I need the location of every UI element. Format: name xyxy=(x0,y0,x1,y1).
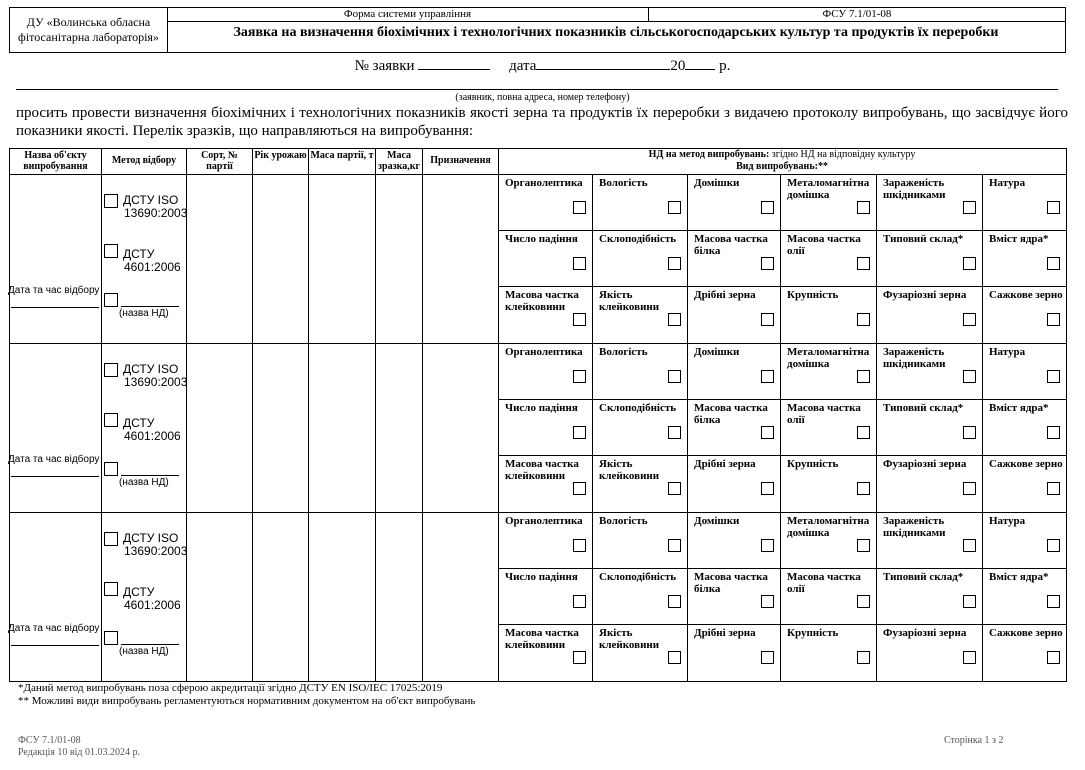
test-label: Масова частка білка xyxy=(694,402,768,426)
header-lot-mass: Маса партії, т xyxy=(310,150,374,161)
table-rule xyxy=(498,568,1067,569)
table-rule xyxy=(498,399,1067,400)
test-checkbox[interactable] xyxy=(1047,201,1060,214)
test-checkbox[interactable] xyxy=(1047,539,1060,552)
test-label: Число падіння xyxy=(505,233,578,245)
table-rule xyxy=(422,148,423,682)
test-checkbox[interactable] xyxy=(857,595,870,608)
test-label: Сажкове зерно xyxy=(989,289,1063,301)
sampling-datetime-label: Дата та час відбору xyxy=(8,623,100,634)
test-checkbox[interactable] xyxy=(668,426,681,439)
test-checkbox[interactable] xyxy=(963,370,976,383)
test-checkbox[interactable] xyxy=(573,651,586,664)
test-label: Домішки xyxy=(694,515,740,527)
test-label: Дрібні зерна xyxy=(694,289,756,301)
test-label: Склоподібність xyxy=(599,402,677,414)
test-label: Типовий склад* xyxy=(883,571,964,583)
test-label: Зараженість шкідниками xyxy=(883,177,946,201)
test-label: Фузаріозні зерна xyxy=(883,627,967,639)
test-checkbox[interactable] xyxy=(857,201,870,214)
test-checkbox[interactable] xyxy=(573,595,586,608)
test-checkbox[interactable] xyxy=(761,370,774,383)
test-label: Масова частка клейковини xyxy=(505,458,579,482)
test-label: Масова частка білка xyxy=(694,571,768,595)
applicant-field[interactable] xyxy=(16,89,1058,90)
test-checkbox[interactable] xyxy=(963,313,976,326)
test-checkbox[interactable] xyxy=(963,539,976,552)
test-label: Дрібні зерна xyxy=(694,458,756,470)
table-rule xyxy=(498,148,499,682)
footer-code: ФСУ 7.1/01-08 xyxy=(18,735,81,746)
test-checkbox[interactable] xyxy=(573,370,586,383)
table-rule xyxy=(876,174,877,682)
method-name: ДСТУ ISO 13690:2003 xyxy=(123,193,188,220)
table-rule xyxy=(9,681,1067,682)
test-checkbox[interactable] xyxy=(857,370,870,383)
method-other-checkbox[interactable] xyxy=(104,293,118,307)
test-checkbox[interactable] xyxy=(573,426,586,439)
request-date-label: дата xyxy=(509,58,537,74)
test-checkbox[interactable] xyxy=(963,595,976,608)
test-checkbox[interactable] xyxy=(857,539,870,552)
form-meta-row xyxy=(167,7,1066,22)
test-checkbox[interactable] xyxy=(857,313,870,326)
test-checkbox[interactable] xyxy=(573,257,586,270)
table-rule xyxy=(186,148,187,682)
test-checkbox[interactable] xyxy=(573,201,586,214)
method-other-field[interactable] xyxy=(121,464,179,476)
method-other-checkbox[interactable] xyxy=(104,462,118,476)
method-checkbox[interactable] xyxy=(104,532,118,546)
test-label: Вологість xyxy=(599,177,648,189)
method-checkbox[interactable] xyxy=(104,413,118,427)
method-other-checkbox[interactable] xyxy=(104,631,118,645)
test-label: Сажкове зерно xyxy=(989,458,1063,470)
test-label: Металомагнітна домішка xyxy=(787,346,870,370)
test-label: Число падіння xyxy=(505,571,578,583)
table-rule xyxy=(9,512,1067,513)
test-label: Склоподібність xyxy=(599,571,677,583)
test-label: Органолептика xyxy=(505,515,583,527)
document-title: Заявка на визначення біохімічних і технологічних показників сільськогосподарських культур та продуктів їх переробки xyxy=(167,21,1066,53)
test-label: Вміст ядра* xyxy=(989,233,1049,245)
request-date-field[interactable] xyxy=(536,56,670,70)
test-label: Металомагнітна домішка xyxy=(787,515,870,539)
test-label: Крупність xyxy=(787,289,839,301)
test-label: Фузаріозні зерна xyxy=(883,458,967,470)
test-checkbox[interactable] xyxy=(761,426,774,439)
table-rule xyxy=(308,148,309,682)
header-variety: Сорт, № партії xyxy=(201,150,238,172)
intro-paragraph: просить провести визначення біохімічних і технологічних показників якості зерна та продуктів їх переробки з видачею протоколу випробувань, що засвідчує його показники якості. Перелік зразків, що направляються на випробування: xyxy=(16,105,1068,139)
test-checkbox[interactable] xyxy=(1047,482,1060,495)
test-label: Якість клейковини xyxy=(599,289,660,313)
test-checkbox[interactable] xyxy=(1047,370,1060,383)
method-name: ДСТУ 4601:2006 xyxy=(123,247,181,274)
request-year-suffix: р. xyxy=(719,58,731,74)
test-checkbox[interactable] xyxy=(963,482,976,495)
header-method: Метод відбору xyxy=(111,155,177,166)
test-label: Масова частка клейковини xyxy=(505,289,579,313)
test-checkbox[interactable] xyxy=(668,595,681,608)
test-label: Натура xyxy=(989,515,1026,527)
nd-name-label: (назва НД) xyxy=(119,477,169,488)
table-rule xyxy=(687,174,688,682)
test-label: Типовий склад* xyxy=(883,402,964,414)
test-checkbox[interactable] xyxy=(573,539,586,552)
test-label: Масова частка олії xyxy=(787,402,861,426)
footer-edition: Редакція 10 від 01.03.2024 р. xyxy=(18,747,140,758)
test-label: Масова частка білка xyxy=(694,233,768,257)
test-label: Органолептика xyxy=(505,177,583,189)
test-checkbox[interactable] xyxy=(573,482,586,495)
test-label: Крупність xyxy=(787,458,839,470)
test-checkbox[interactable] xyxy=(668,257,681,270)
test-label: Склоподібність xyxy=(599,233,677,245)
method-other-field[interactable] xyxy=(121,295,179,307)
test-checkbox[interactable] xyxy=(963,426,976,439)
test-label: Сажкове зерно xyxy=(989,627,1063,639)
test-label: Натура xyxy=(989,346,1026,358)
test-label: Масова частка клейковини xyxy=(505,627,579,651)
test-checkbox[interactable] xyxy=(1047,313,1060,326)
test-label: Масова частка олії xyxy=(787,233,861,257)
method-other-field[interactable] xyxy=(121,633,179,645)
method-checkbox[interactable] xyxy=(104,363,118,377)
table-rule xyxy=(498,286,1067,287)
test-label: Крупність xyxy=(787,627,839,639)
test-label: Якість клейковини xyxy=(599,627,660,651)
test-label: Вміст ядра* xyxy=(989,402,1049,414)
test-label: Органолептика xyxy=(505,346,583,358)
method-checkbox[interactable] xyxy=(104,582,118,596)
test-checkbox[interactable] xyxy=(668,482,681,495)
test-checkbox[interactable] xyxy=(857,482,870,495)
test-checkbox[interactable] xyxy=(1047,257,1060,270)
test-checkbox[interactable] xyxy=(963,651,976,664)
test-checkbox[interactable] xyxy=(761,257,774,270)
header-object: Назва об'єкту випробування xyxy=(23,150,88,172)
test-checkbox[interactable] xyxy=(668,539,681,552)
header-year: Рік урожаю xyxy=(254,150,307,161)
request-number-field[interactable] xyxy=(418,56,490,70)
test-label: Домішки xyxy=(694,177,740,189)
table-rule xyxy=(101,148,102,682)
test-checkbox[interactable] xyxy=(963,257,976,270)
table-rule xyxy=(498,624,1067,625)
request-year-field[interactable] xyxy=(685,56,715,70)
table-rule xyxy=(982,174,983,682)
test-checkbox[interactable] xyxy=(668,651,681,664)
table-rule xyxy=(780,174,781,682)
test-checkbox[interactable] xyxy=(761,482,774,495)
test-checkbox[interactable] xyxy=(668,370,681,383)
request-year-prefix: 20 xyxy=(670,58,686,74)
footnote-accreditation: *Даний метод випробувань поза сферою акредитації згідно ДСТУ EN ISO/IEC 17025:2019 xyxy=(18,682,443,694)
table-rule xyxy=(9,148,10,682)
table-rule xyxy=(498,230,1067,231)
table-rule xyxy=(252,148,253,682)
test-label: Вміст ядра* xyxy=(989,571,1049,583)
method-checkbox[interactable] xyxy=(104,244,118,258)
table-rule xyxy=(592,174,593,682)
nd-name-label: (назва НД) xyxy=(119,308,169,319)
test-checkbox[interactable] xyxy=(761,201,774,214)
table-rule xyxy=(9,343,1067,344)
test-label: Домішки xyxy=(694,346,740,358)
header-purpose: Призначення xyxy=(430,155,491,166)
test-label: Число падіння xyxy=(505,402,578,414)
footnote-regulation: ** Можливі види випробувань регламентуються нормативним документом на об'єкт випробувань xyxy=(18,695,476,707)
method-name: ДСТУ ISO 13690:2003 xyxy=(123,531,188,558)
applicant-hint: (заявник, повна адреса, номер телефону) xyxy=(455,92,630,103)
test-checkbox[interactable] xyxy=(963,201,976,214)
table-rule xyxy=(498,455,1067,456)
test-checkbox[interactable] xyxy=(761,313,774,326)
test-label: Зараженість шкідниками xyxy=(883,515,946,539)
table-rule xyxy=(375,148,376,682)
test-checkbox[interactable] xyxy=(1047,595,1060,608)
header-test-types: Вид випробувань:** xyxy=(736,161,828,172)
test-checkbox[interactable] xyxy=(857,257,870,270)
test-label: Вологість xyxy=(599,346,648,358)
test-label: Натура xyxy=(989,177,1026,189)
form-code: ФСУ 7.1/01-08 xyxy=(822,8,892,20)
test-checkbox[interactable] xyxy=(668,201,681,214)
sampling-datetime-label: Дата та час відбору xyxy=(8,285,100,296)
test-checkbox[interactable] xyxy=(573,313,586,326)
test-label: Типовий склад* xyxy=(883,233,964,245)
table-rule xyxy=(9,174,1067,175)
test-checkbox[interactable] xyxy=(761,595,774,608)
table-rule xyxy=(1066,148,1067,682)
sampling-datetime-field[interactable] xyxy=(11,645,99,646)
footer-page: Сторінка 1 з 2 xyxy=(944,735,1004,746)
method-name: ДСТУ 4601:2006 xyxy=(123,416,181,443)
test-label: Зараженість шкідниками xyxy=(883,346,946,370)
test-label: Вологість xyxy=(599,515,648,527)
test-label: Дрібні зерна xyxy=(694,627,756,639)
method-name: ДСТУ 4601:2006 xyxy=(123,585,181,612)
test-label: Фузаріозні зерна xyxy=(883,289,967,301)
test-checkbox[interactable] xyxy=(761,651,774,664)
request-line xyxy=(0,56,1085,75)
org-name: ДУ «Волинська обласна фітосанітарна лабораторія» xyxy=(9,7,168,53)
test-checkbox[interactable] xyxy=(1047,651,1060,664)
method-name: ДСТУ ISO 13690:2003 xyxy=(123,362,188,389)
test-label: Металомагнітна домішка xyxy=(787,177,870,201)
test-checkbox[interactable] xyxy=(857,426,870,439)
sampling-datetime-field[interactable] xyxy=(11,476,99,477)
test-checkbox[interactable] xyxy=(761,539,774,552)
test-label: Якість клейковини xyxy=(599,458,660,482)
sampling-datetime-field[interactable] xyxy=(11,307,99,308)
test-checkbox[interactable] xyxy=(857,651,870,664)
sampling-datetime-label: Дата та час відбору xyxy=(8,454,100,465)
nd-name-label: (назва НД) xyxy=(119,646,169,657)
test-checkbox[interactable] xyxy=(668,313,681,326)
request-number-label: № заявки xyxy=(354,58,415,74)
header-sample-mass: Маса зразка,кг xyxy=(377,150,420,172)
form-system-label: Форма системи управління xyxy=(167,8,649,21)
header-nd-method: НД на метод випробувань: згідно НД на відповідну культуру xyxy=(648,149,916,160)
test-checkbox[interactable] xyxy=(1047,426,1060,439)
method-checkbox[interactable] xyxy=(104,194,118,208)
test-label: Масова частка олії xyxy=(787,571,861,595)
